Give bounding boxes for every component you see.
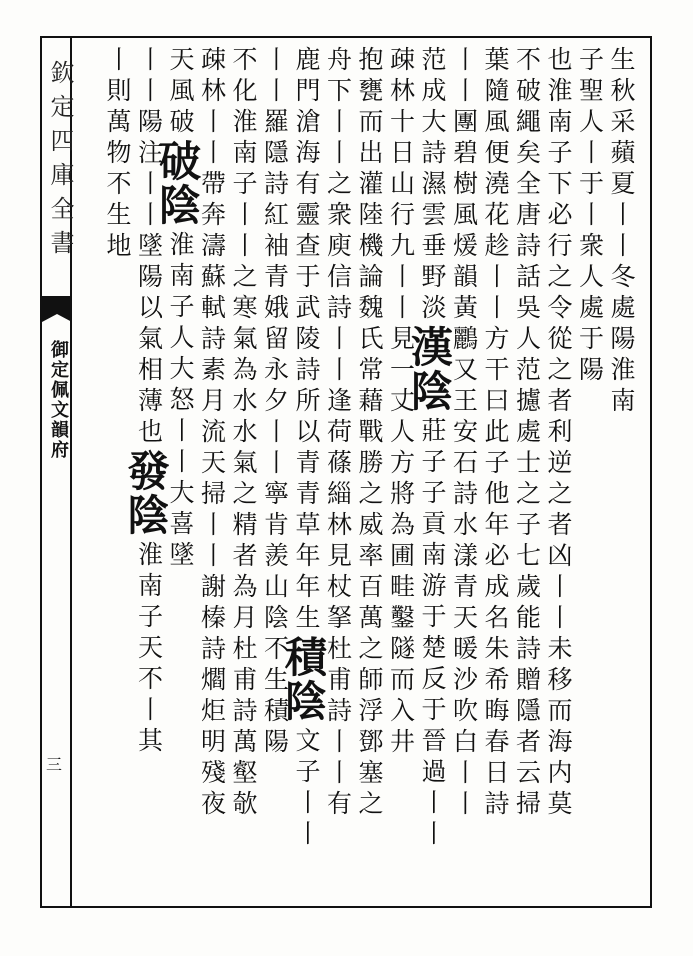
text-column: 抱甕而出灌陸機論魏氏常藉戰勝之威率百萬之師浮鄧塞之 <box>355 46 384 821</box>
right-border <box>650 36 652 908</box>
text-column: 也淮南子下必行之令從之者利逆之者凶丨丨未移而海内莫 <box>544 46 573 821</box>
text-column: 丨丨團碧樹風煖韻黃鸝又王安石詩水漾青天暖沙吹白丨丨 <box>449 46 479 821</box>
bottom-border <box>40 906 652 908</box>
text-column: 莊子子貢南游于楚反于晉過丨丨 <box>418 417 447 851</box>
text-column: 丨丨羅隱詩紅袖青娥留永夕丨丨寧肯羨山陰 <box>260 46 290 635</box>
text-column: 生秋采蘋夏丨丨冬處陽淮南 <box>607 46 636 418</box>
entry-heading: 破陰 <box>153 139 202 227</box>
book-title: 欽定四庫全書 <box>46 60 74 264</box>
entry-heading: 漢陰 <box>405 325 454 413</box>
text-column: 陽注丨丨墜陽以氣相薄也 <box>134 108 164 449</box>
text-column: 疎林十日山行九丨丨 <box>386 46 416 325</box>
left-border <box>40 36 42 908</box>
text-column: 疎林丨丨帶奔濤蘇軾詩素月流天掃丨丨謝榛詩爓炬明殘夜 <box>197 46 227 821</box>
text-column: 淮南子天不丨其 <box>134 541 164 758</box>
page-number: 三 <box>46 755 63 774</box>
text-column: 天風破 <box>166 46 195 139</box>
top-border <box>40 36 652 38</box>
text-column: 子聖人丨于丨衆人處于陽 <box>575 46 605 387</box>
fishtail-mark <box>42 296 72 340</box>
text-column: 丨丨 <box>134 46 164 108</box>
text-column: 葉隨風便澆花趁丨丨方干曰此子他年必成名朱希晦春日詩 <box>481 46 510 821</box>
entry-heading: 積陰 <box>279 635 328 723</box>
text-column: 丨則萬物不生地 <box>103 46 132 263</box>
text-column: 文子丨丨 <box>292 727 321 851</box>
text-column: 不破繩矣全唐詩話吳人范攄處士之子七歲能詩贈隱者云掃 <box>512 46 542 821</box>
text-column: 舟下丨丨之衆庾信詩丨丨逢荷蓧緇林見杖拏杜甫詩丨丨有 <box>323 46 353 821</box>
text-column: 不化淮南子丨丨之寒氣為水水氣之精者為月杜甫詩萬壑欹 <box>229 46 258 821</box>
text-column: 見一丈人方將為圃畦鑿隧而入井 <box>386 325 416 759</box>
text-column: 不生積陽 <box>260 635 290 759</box>
book-subtitle: 御定佩文韻府 <box>48 340 69 460</box>
text-column: 鹿門滄海有靈查于武陵詩所以青青草年年生 <box>292 46 321 635</box>
text-column: 淮南子人大怒丨丨大喜墜 <box>166 231 195 572</box>
text-column: 范成大詩濕雲垂野淡 <box>418 46 447 325</box>
entry-heading: 發陰 <box>121 449 171 537</box>
